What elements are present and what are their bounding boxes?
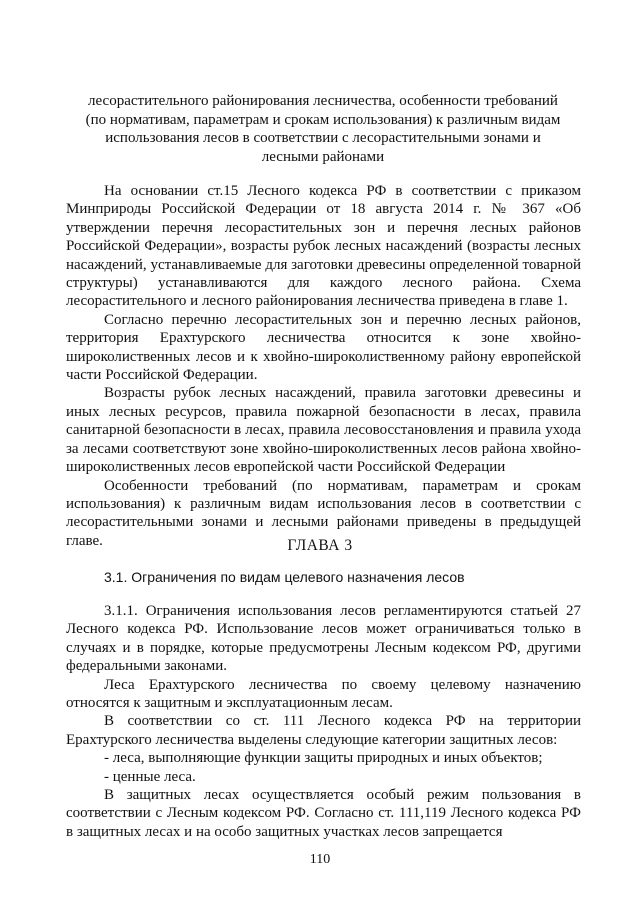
paragraph: Согласно перечню лесорастительных зон и перечню лесных районов, территория Ерахтурского лесничества относится к зоне хвойно-широколиственных лесов и к хвойно-широколиственному району европейской части Российской Федерации. — [66, 311, 581, 384]
text-block-intro — [66, 182, 581, 550]
list-item: - леса, выполняющие функции защиты природных и иных объектов; — [104, 750, 543, 767]
paragraph: 3.1.1. Ограничения использования лесов регламентируются статьей 27 Лесного кодекса РФ. Использование лесов может ограничиваться только в случаях и в порядке, которые предусмотрены Лесным кодексом РФ, другими федеральными законами. — [66, 603, 581, 675]
paragraph: В соответствии со ст. 111 Лесного кодекса РФ на территории Ерахтурского лесничества выделены следующие категории защитных лесов: — [66, 713, 581, 748]
chapter-title: ГЛАВА 3 — [287, 537, 353, 554]
paragraph: В защитных лесах осуществляется особый режим пользования в соответствии с Лесным кодексом РФ. Согласно ст. 111,119 Лесного кодекса РФ в защитных лесах и на особо защитных участках лесов запрещается — [66, 787, 581, 840]
page-number: 110 — [309, 852, 331, 867]
section-title: 3.1. Ограничения по видам целевого назначения лесов — [104, 569, 465, 585]
paragraph: Возрасты рубок лесных насаждений, правила заготовки древесины и иных лесных ресурсов, правила пожарной безопасности в лесах, правила санитарной безопасности в лесах, правила лесовосстановления и правила ухода за лесами соответствуют зоне хвойно-широколиственных лесов района хвойно-широколиственных лесов европейской части Российской Федерации — [66, 385, 581, 476]
text-block-restrictions — [66, 602, 581, 841]
paragraph: Леса Ерахтурского лесничества по своему целевому назначению относятся к защитным и эксплуатационным лесам. — [66, 676, 581, 712]
paragraph: На основании ст.15 Лесного кодекса РФ в соответствии с приказом Минприроды Российской Федерации от 18 августа 2014 г. № 367 «Об утверждении перечня лесорастительных зон и перечня лесных районов Российской Федерации», возрасты рубок лесных насаждений (возрасты лесных насаждений, устанавливаемые для заготовки древесины определенной товарной структуры) устанавливаются для каждого лесного района. Схема лесорастительного и лесного районирования лесничества приведена в главе 1. — [66, 183, 581, 310]
paragraph: Особенности требований (по нормативам, параметрам и срокам использования) к различным видам использования лесов в соответствии с лесорастительными зонами и лесными районами приведены в предыдущей главе. — [66, 477, 581, 549]
list-item: - ценные леса. — [104, 768, 196, 785]
section-heading: лесорастительного районирования лесничества, особенности требований (по нормативам, параметрам и срокам использования) к различным видам использования лесов в соответствии с лесорастительными зонами и лесными районами — [85, 93, 561, 165]
